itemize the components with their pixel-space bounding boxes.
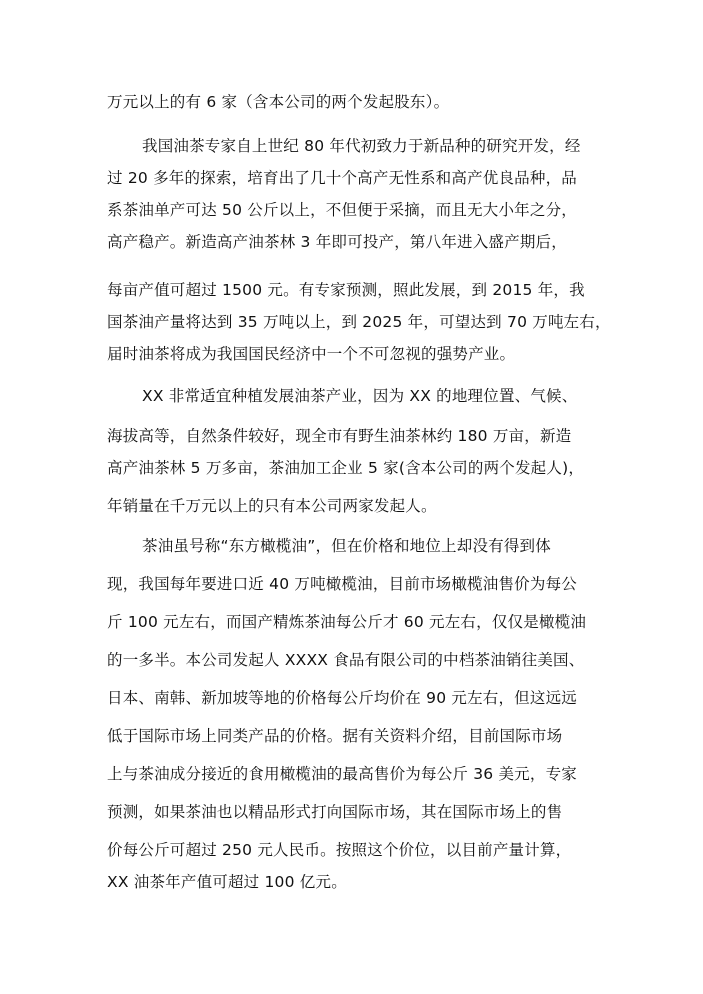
text-line-14: 现，我国每年要进口近 40 万吨橄榄油，目前市场橄榄油售价为每公	[107, 575, 577, 593]
text-line-13: 茶油虽号称“东方橄榄油”，但在价格和地位上却没有得到体	[142, 537, 551, 555]
text-line-18: 低于国际市场上同类产品的价格。据有关资料介绍，目前国际市场	[107, 727, 563, 745]
text-line-22: XX 油茶年产值可超过 100 亿元。	[107, 873, 347, 891]
text-line-16: 的一多半。本公司发起人 XXXX 食品有限公司的中档茶油销往美国、	[107, 651, 585, 669]
text-line-7: 国茶油产量将达到 35 万吨以上，到 2025 年，可望达到 70 万吨左右，	[107, 313, 611, 331]
text-line-15: 斤 100 元左右，而国产精炼茶油每公斤才 60 元左右，仅仅是橄榄油	[107, 613, 587, 631]
text-line-1: 万元以上的有 6 家（含本公司的两个发起股东）。	[107, 93, 450, 111]
text-line-21: 价每公斤可超过 250 元人民币。按照这个价位，以目前产量计算，	[107, 841, 572, 859]
text-line-2: 我国油茶专家自上世纪 80 年代初致力于新品种的研究开发，经	[142, 137, 581, 155]
text-line-8: 届时油茶将成为我国国民经济中一个不可忽视的强势产业。	[107, 345, 516, 363]
text-line-10: 海拔高等，自然条件较好，现全市有野生油茶林约 180 万亩，新造	[107, 427, 572, 445]
text-line-11: 高产油茶林 5 万多亩，茶油加工企业 5 家(含本公司的两个发起人)，	[107, 459, 585, 477]
text-line-4: 系茶油单产可达 50 公斤以上，不但便于采摘，而且无大小年之分，	[107, 201, 577, 219]
text-line-5: 高产稳产。新造高产油茶林 3 年即可投产，第八年进入盛产期后，	[107, 233, 567, 251]
text-line-3: 过 20 多年的探索，培育出了几十个高产无性系和高产优良品种，品	[107, 169, 577, 187]
text-line-17: 日本、南韩、新加坡等地的价格每公斤均价在 90 元左右，但这远远	[107, 689, 577, 707]
text-line-19: 上与茶油成分接近的食用橄榄油的最高售价为每公斤 36 美元，专家	[107, 765, 577, 783]
text-line-12: 年销量在千万元以上的只有本公司两家发起人。	[107, 497, 437, 515]
text-line-6: 每亩产值可超过 1500 元。有专家预测，照此发展，到 2015 年，我	[107, 281, 585, 299]
text-line-20: 预测，如果茶油也以精品形式打向国际市场，其在国际市场上的售	[107, 803, 563, 821]
text-line-9: XX 非常适宜种植发展油茶产业，因为 XX 的地理位置、气候、	[142, 387, 578, 405]
